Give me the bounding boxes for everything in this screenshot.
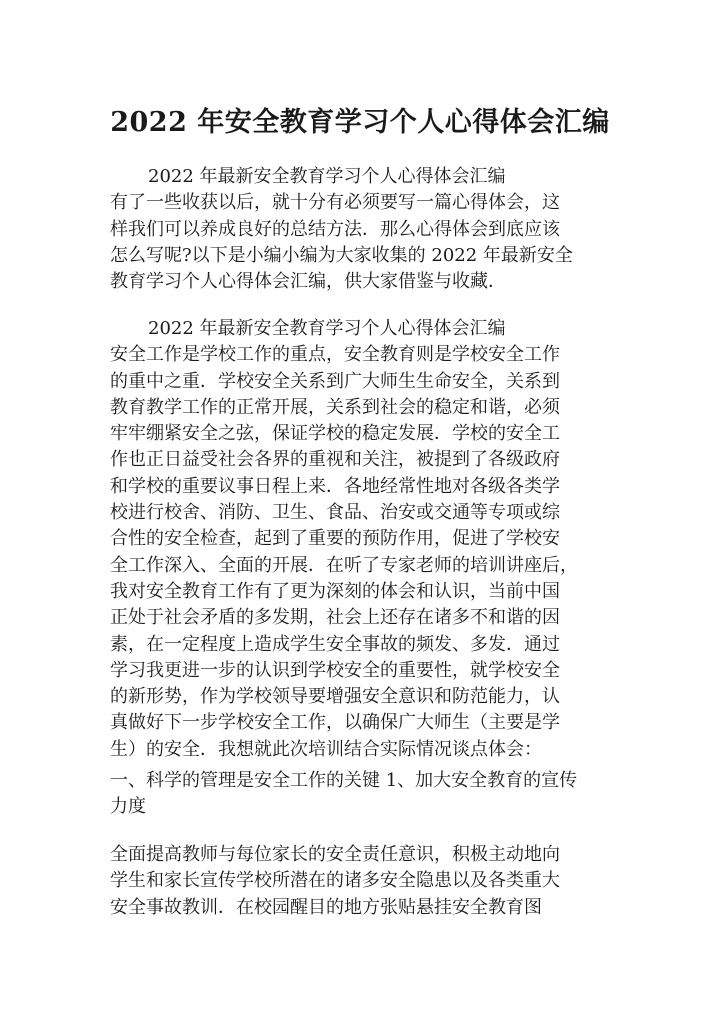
body-line: 全工作深入、全面的开展．在听了专家老师的培训讲座后， — [110, 554, 578, 576]
body-line: 真做好下一步学校安全工作，以确保广大师生（主要是学 — [110, 712, 560, 734]
section-heading-line: 一、科学的管理是安全工作的关键 1、加大安全教育的宣传 — [110, 770, 578, 791]
body-line: 作也正日益受社会各界的重视和关注，被提到了各级政府 — [110, 449, 560, 471]
body-line: 安全工作是学校工作的重点，安全教育则是学校安全工作 — [110, 344, 560, 366]
body-line: 的新形势，作为学校领导要增强安全意识和防范能力，认 — [110, 686, 560, 708]
section-line: 安全事故教训．在校园醒目的地方张贴悬挂安全教育图 — [110, 896, 542, 918]
intro-line: 有了一些收获以后，就十分有必须要写一篇心得体会，这 — [110, 192, 560, 214]
body-line: 校进行校舍、消防、卫生、食品、治安或交通等专项或综 — [110, 502, 560, 524]
intro-subtitle: 2022 年最新安全教育学习个人心得体会汇编 — [148, 166, 506, 187]
intro-line: 样我们可以养成良好的总结方法．那么心得体会到底应该 — [110, 218, 560, 240]
section-heading — [110, 768, 600, 821]
intro-line: 教育学习个人心得体会汇编，供大家借鉴与收藏． — [110, 271, 506, 293]
body-line: 正处于社会矛盾的多发期，社会上还存在诸多不和谐的因 — [110, 607, 560, 629]
body-line: 学习我更进一步的认识到学校安全的重要性，就学校安全 — [110, 659, 560, 681]
body-line: 教育教学工作的正常开展，关系到社会的稳定和谐，必须 — [110, 396, 560, 418]
intro-line: 怎么写呢?以下是小编小编为大家收集的 2022 年最新安全 — [110, 244, 573, 266]
body-line: 和学校的重要议事日程上来．各地经常性地对各级各类学 — [110, 475, 560, 497]
section-paragraph — [110, 842, 600, 921]
body-line: 我对安全教育工作有了更为深刻的体会和认识，当前中国 — [110, 580, 560, 602]
intro-paragraph — [110, 164, 600, 295]
body-line: 生）的安全．我想就此次培训结合实际情况谈点体会： — [110, 738, 542, 760]
section-heading-line: 力度 — [110, 796, 146, 818]
section-line: 全面提高教师与每位家长的安全责任意识，积极主动地向 — [110, 844, 560, 865]
body-line: 的重中之重．学校安全关系到广大师生生命安全，关系到 — [110, 370, 560, 392]
section-line: 学生和家长宣传学校所潜在的诸多安全隐患以及各类重大 — [110, 870, 560, 892]
document-title: 2022 年安全教育学习个人心得体会汇编 — [110, 107, 610, 138]
body-paragraph — [110, 316, 600, 763]
body-line: 牢牢绷紧安全之弦，保证学校的稳定发展．学校的安全工 — [110, 423, 560, 445]
body-subtitle: 2022 年最新安全教育学习个人心得体会汇编 — [148, 318, 506, 339]
body-line: 合性的安全检查，起到了重要的预防作用，促进了学校安 — [110, 528, 560, 550]
body-line: 素，在一定程度上造成学生安全事故的频发、多发．通过 — [110, 633, 560, 655]
